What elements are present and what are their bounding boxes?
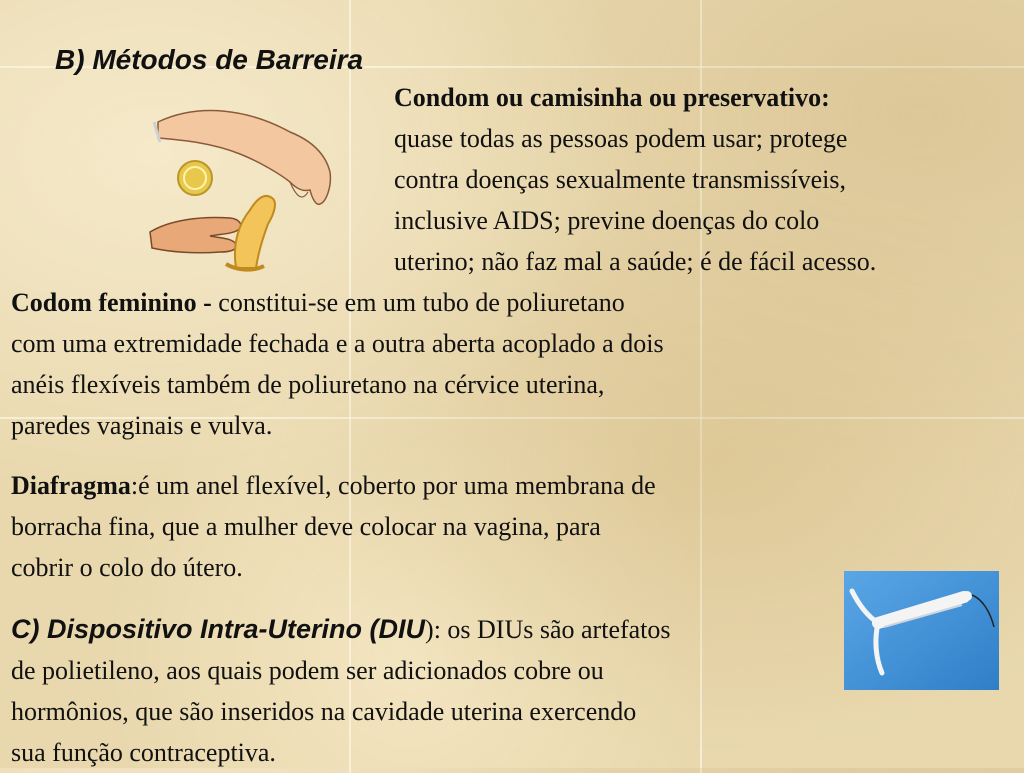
condom-title: Condom ou camisinha ou preservativo:	[394, 83, 830, 112]
diu-title: C) Dispositivo Intra-Uterino (DIU	[11, 614, 426, 644]
heading: B) Métodos de Barreira	[55, 44, 364, 75]
diu-line: de polietileno, aos quais podem ser adicionados cobre ou	[11, 656, 604, 685]
condom-line: uterino; não faz mal a saúde; é de fácil acesso.	[394, 247, 877, 276]
condom-line: contra doenças sexualmente transmissíveis,	[394, 165, 846, 194]
female-condom-line: constitui-se em um tubo de poliuretano	[211, 288, 625, 317]
female-condom-line: anéis flexíveis também de poliuretano na cérvice uterina,	[11, 370, 605, 399]
diaphragm-line: :é um anel flexível, coberto por uma membrana de	[130, 471, 656, 500]
diaphragm-section	[11, 465, 861, 588]
diu-line: : os DIUs são artefatos	[433, 615, 671, 644]
hands-condom-illustration	[140, 92, 345, 274]
diaphragm-line: borracha fina, que a mulher deve colocar na vagina, para	[11, 512, 601, 541]
female-condom-title: Codom feminino -	[11, 288, 212, 317]
condom-section	[394, 77, 1024, 282]
female-condom-line: com uma extremidade fechada e a outra aberta acoplado a dois	[11, 329, 664, 358]
female-condom-line: paredes vaginais e vulva.	[11, 411, 273, 440]
condom-line: quase todas as pessoas podem usar; protege	[394, 124, 848, 153]
female-condom-section	[11, 282, 871, 446]
diaphragm-title: Diafragma	[11, 471, 131, 500]
diu-line: hormônios, que são inseridos na cavidade uterina exercendo	[11, 697, 637, 726]
diu-title-close: )	[425, 615, 434, 644]
diu-line: sua função contraceptiva.	[11, 738, 276, 767]
diaphragm-line: cobrir o colo do útero.	[11, 553, 243, 582]
diu-section	[11, 609, 846, 773]
iud-photo	[844, 571, 999, 690]
condom-line: inclusive AIDS; previne doenças do colo	[394, 206, 820, 235]
